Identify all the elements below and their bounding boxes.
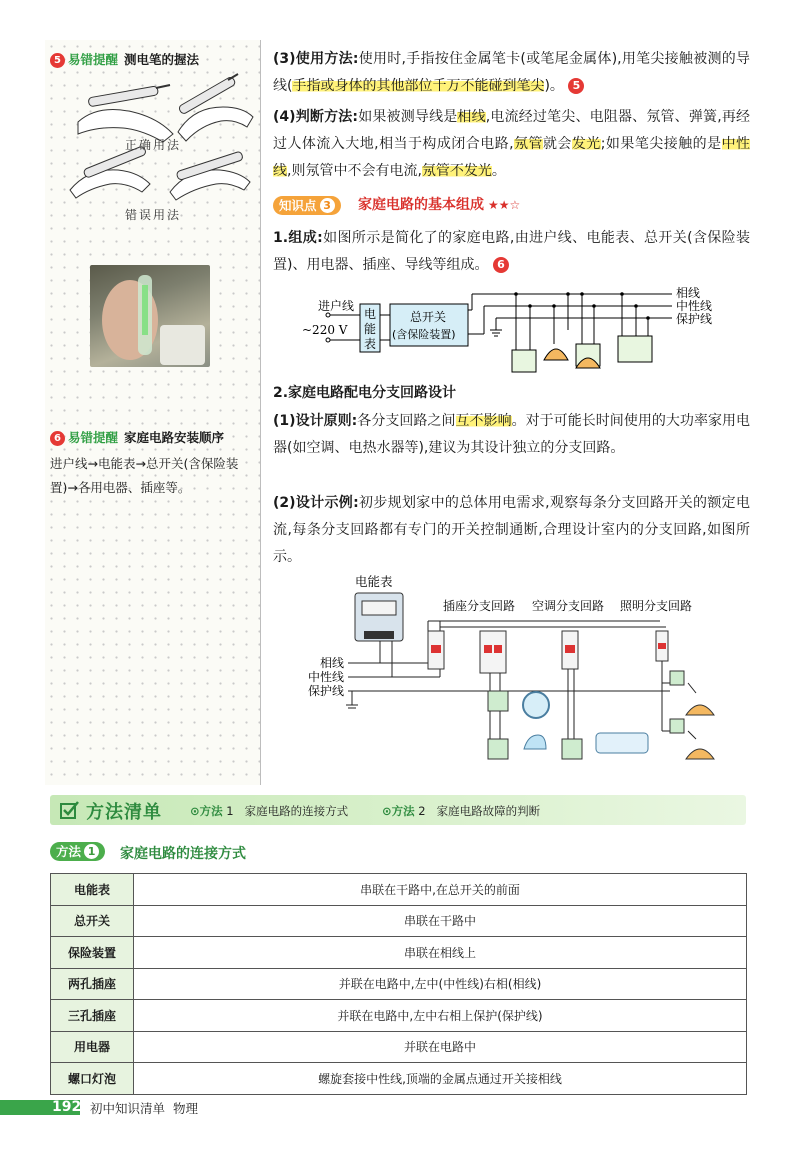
knowledge-point-heading: 家庭电路的基本组成 (358, 197, 484, 213)
table-value-cell: 并联在电路中,左中(中性线)右相(相线) (134, 968, 747, 1000)
method-tag-number: 1 (84, 844, 99, 859)
usage-text: 使用时,手指按住金属笔卡(或笔尾金属体),用笔尖接触被测的导线( (273, 51, 750, 94)
caption-wrong-use: 错误用法 (125, 208, 182, 222)
fan-icon (523, 692, 549, 718)
lamp-1-icon (544, 349, 568, 360)
table-value-cell: 串联在干路中 (134, 905, 747, 937)
usage-paragraph (273, 46, 750, 100)
composition-text: 如图所示是简化了的家庭电路,由进户线、电能表、总开关(含保险装置)、用电器、插座、导线等组成。 (273, 230, 750, 273)
tip-6-number: 6 (50, 431, 65, 446)
usage-label: (3)使用方法: (273, 51, 359, 67)
light-switch-1-icon (670, 671, 684, 685)
tip-5-tag: 易错提醒 (68, 52, 119, 67)
composition-paragraph (273, 225, 750, 279)
judge-text-6: 。 (491, 163, 506, 179)
judge-paragraph (273, 104, 750, 185)
judge-highlight-1: 相线 (457, 109, 486, 125)
ceiling-lamp-1-icon (686, 705, 714, 715)
test-pen-photo (90, 265, 210, 367)
branch-heading: 2.家庭电路配电分支回路设计 (273, 385, 457, 401)
meter-label: 电能表 (355, 574, 393, 589)
wrong-use-hand-1-icon (70, 146, 150, 198)
table-value-cell: 串联在相线上 (134, 937, 747, 969)
judge-text-1: 如果被测导线是 (358, 109, 458, 125)
knowledge-point-title (358, 196, 520, 215)
judge-highlight-3: 发光 (571, 136, 601, 152)
table-key-cell: 总开关 (51, 905, 134, 937)
tip-6-text: 进户线→电能表→总开关(含保险装置)→各用电器、插座等。 (50, 456, 239, 495)
meter-char-1: 电 (364, 307, 377, 321)
judge-label: (4)判断方法: (273, 109, 359, 125)
method-list-title: 方法清单 (86, 802, 162, 823)
household-circuit-diagram (300, 282, 730, 378)
column-divider (260, 40, 261, 785)
ceiling-lamp-2-icon (686, 749, 714, 759)
table-value-cell: 并联在电路中 (134, 1031, 747, 1063)
socket-branch-label: 插座分支回路 (443, 599, 516, 613)
tip-6-title (50, 428, 224, 446)
two-hole-socket-icon (512, 350, 536, 372)
tip-5-heading: 测电笔的握法 (124, 52, 200, 67)
judge-highlight-2: 氖管 (513, 136, 543, 152)
socket-2-icon (488, 739, 508, 759)
method-1-label: 方法 (199, 804, 223, 818)
neutral-label: 中性线 (308, 670, 345, 684)
table-key-cell: 两孔插座 (51, 968, 134, 1000)
three-hole-socket-icon (618, 336, 652, 362)
table-row (51, 968, 747, 1000)
method-tag-label: 方法 (56, 844, 82, 859)
correct-use-hand-1-icon (78, 85, 173, 142)
table-key-cell: 用电器 (51, 1031, 134, 1063)
knowledge-point-tag (273, 196, 341, 215)
earth-label: 保护线 (308, 684, 345, 698)
judge-text-2: ,电流经过笔尖、电阻器、氖管、弹簧,再经过人体流入大地,相当于构成闭合电路, (273, 109, 751, 152)
usage-highlight: 手指或身体的其他部位千万不能碰到笔尖 (292, 78, 545, 94)
checkmark-icon (60, 800, 80, 820)
meter-char-2: 能 (364, 322, 377, 336)
method-2-number: 2 (418, 804, 426, 818)
earth-label: 保护线 (676, 312, 713, 326)
table-row (51, 937, 747, 969)
socket-3-icon (562, 739, 582, 759)
design-example-text: 初步规划家中的总体用电需求,观察每条分支回路开关的额定电流,每条分支回路都有专门的开关控制通断,合理设计室内的分支回路,如图所示。 (273, 495, 750, 565)
table-key-cell: 电能表 (51, 874, 134, 906)
judge-text-5: ,则氖管中不会有电流, (287, 163, 422, 179)
live-label: 相线 (320, 656, 345, 670)
correct-use-hand-2-icon (178, 74, 253, 141)
table-row (51, 1031, 747, 1063)
tip-6-tag: 易错提醒 (68, 430, 119, 445)
usage-ref-badge: 5 (568, 78, 584, 94)
ac-branch-label: 空调分支回路 (532, 599, 605, 613)
judge-highlight-5: 氖管不发光 (421, 163, 492, 179)
method-1-link[interactable]: ⊙方法 1 家庭电路的连接方式 (190, 804, 349, 818)
connection-method-table (50, 873, 747, 1095)
breaker-icons (428, 631, 668, 673)
incoming-line-label: 进户线 (318, 299, 355, 313)
table-key-cell: 螺口灯泡 (51, 1063, 134, 1095)
method-tag (50, 842, 105, 861)
wrong-use-hand-2-icon (170, 151, 250, 200)
table-key-cell: 保险装置 (51, 937, 134, 969)
design-principle-highlight: 互不影响 (455, 413, 512, 429)
neutral-label: 中性线 (676, 299, 713, 313)
judge-text-4: ;如果笔尖接触的是 (600, 136, 722, 152)
design-principle-text-2: 。对于可能长时间使用的大功率家用电器(如空调、电热水器等),建议为其设计独立的分支回路。 (273, 413, 751, 456)
design-principle-text-1: 各分支回路之间 (357, 413, 456, 429)
voltage-label: ~220 V (302, 323, 348, 337)
method-1-text: 家庭电路的连接方式 (244, 804, 349, 818)
table-value-cell: 并联在电路中,左中右相上保护(保护线) (134, 1000, 747, 1032)
socket-1-icon (488, 691, 508, 711)
book-name: 初中知识清单 (90, 1101, 166, 1116)
difficulty-stars: ★★☆ (488, 198, 521, 212)
table-key-cell: 三孔插座 (51, 1000, 134, 1032)
kettle-icon (524, 735, 546, 749)
subject-name: 物理 (172, 1101, 198, 1116)
footer-book-title (90, 1099, 198, 1117)
method-2-label: 方法 (391, 804, 415, 818)
main-switch-sublabel: (含保险装置) (392, 328, 456, 341)
caption-correct-use: 正确用法 (125, 138, 182, 152)
judge-highlight-4: 中性线 (273, 136, 751, 179)
design-principle-paragraph (273, 408, 750, 462)
table-row (51, 1063, 747, 1095)
method-2-text: 家庭电路故障的判断 (436, 804, 541, 818)
table-row (51, 905, 747, 937)
design-principle-label: (1)设计原则: (273, 413, 358, 429)
knowledge-point-number: 3 (320, 198, 335, 213)
air-conditioner-icon (596, 733, 648, 753)
table-row (51, 874, 747, 906)
light-switch-2-icon (670, 719, 684, 733)
method-list-banner (50, 795, 746, 825)
tip-5-title (50, 50, 199, 68)
design-example-paragraph (273, 490, 750, 571)
light-branch-label: 照明分支回路 (620, 599, 693, 613)
branch-circuit-diagram (300, 573, 720, 773)
method-title: 家庭电路的连接方式 (120, 846, 246, 862)
method-2-link[interactable]: ⊙方法 2 家庭电路故障的判断 (382, 804, 541, 818)
tip-6-heading: 家庭电路安装顺序 (124, 430, 225, 445)
meter-char-3: 表 (364, 337, 377, 351)
live-label: 相线 (676, 286, 701, 300)
method-1-number: 1 (226, 804, 234, 818)
composition-label: 1.组成: (273, 230, 323, 246)
judge-text-3: 就会 (542, 136, 572, 152)
usage-text-end: )。 (544, 78, 564, 94)
table-value-cell: 串联在干路中,在总开关的前面 (134, 874, 747, 906)
main-switch-label: 总开关 (410, 310, 447, 324)
design-example-label: (2)设计示例: (273, 495, 359, 511)
knowledge-point-label: 知识点 (279, 198, 317, 213)
composition-ref-badge: 6 (493, 257, 509, 273)
table-value-cell: 螺旋套接中性线,顶端的金属点通过开关接相线 (134, 1063, 747, 1095)
tip-5-number: 5 (50, 53, 65, 68)
page-number: 192 (52, 1099, 82, 1115)
table-row (51, 1000, 747, 1032)
